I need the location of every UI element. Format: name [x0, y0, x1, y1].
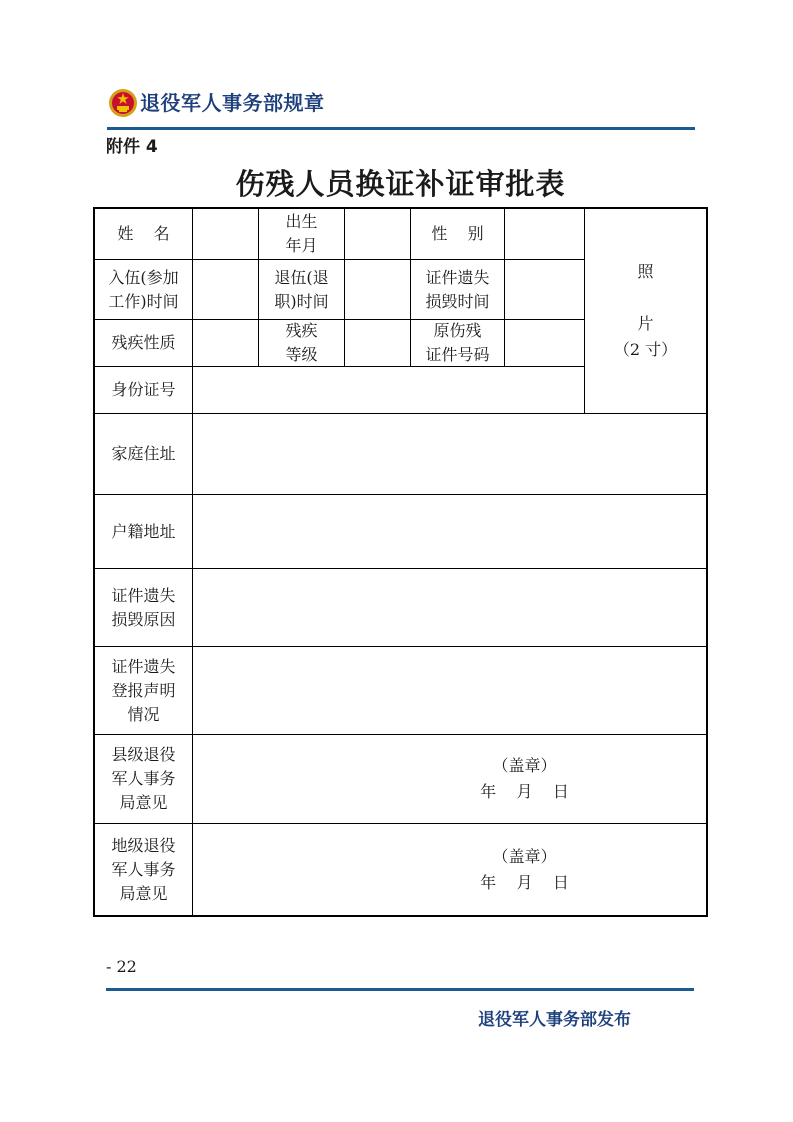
- page-number: - 22: [106, 957, 137, 976]
- retire-label: 退伍(退 职)时间: [274, 267, 329, 311]
- birth-label: 出生 年月: [285, 212, 318, 255]
- footer-rule: [106, 988, 694, 991]
- disability-level-input-cell[interactable]: [345, 320, 410, 366]
- county-opinion-label-cell: [95, 735, 192, 823]
- table-border-right: [706, 207, 708, 917]
- city-seal-date: （盖章） 年 月 日: [480, 846, 569, 892]
- loss-statement-label: 证件遗失 登报声明 情况: [111, 656, 176, 724]
- name-input-cell[interactable]: [193, 209, 258, 259]
- loss-statement-input-cell[interactable]: [193, 647, 706, 734]
- enlist-label-cell: [95, 260, 192, 319]
- disability-nature-input-cell[interactable]: [193, 320, 258, 366]
- birth-label-cell: [259, 209, 344, 259]
- disability-nature-label: 残疾性质: [111, 333, 176, 352]
- gender-label-cell: [411, 209, 504, 259]
- city-opinion-label-cell: [95, 824, 192, 915]
- photo-label: 照 片 （2 寸）: [613, 262, 678, 359]
- orig-cert-no-label-cell: [411, 320, 504, 366]
- home-address-label: 家庭住址: [111, 444, 176, 463]
- gender-input-cell[interactable]: [505, 209, 584, 259]
- approval-form-table: [93, 207, 708, 917]
- county-opinion-cell[interactable]: [193, 735, 706, 823]
- loss-reason-input-cell[interactable]: [193, 569, 706, 646]
- id-number-input-cell[interactable]: [193, 367, 584, 413]
- city-opinion-label: 地级退役 军人事务 局意见: [111, 835, 176, 903]
- loss-statement-label-cell: [95, 647, 192, 734]
- orig-cert-no-label: 原伤残 证件号码: [425, 321, 490, 364]
- orig-cert-no-input-cell[interactable]: [505, 320, 584, 366]
- loss-reason-label: 证件遗失 损毁原因: [111, 585, 176, 629]
- national-emblem-icon: [107, 87, 139, 119]
- home-address-input-cell[interactable]: [193, 414, 706, 494]
- home-address-label-cell: [95, 414, 192, 494]
- name-label-cell: [95, 209, 192, 259]
- id-number-label-cell: [95, 367, 192, 413]
- household-address-label-cell: [95, 495, 192, 568]
- cert-lost-time-label-cell: [411, 260, 504, 319]
- city-opinion-cell[interactable]: [193, 824, 706, 915]
- attachment-label: 附件 4: [106, 137, 158, 157]
- footer-publisher: 退役军人事务部发布: [478, 1010, 631, 1030]
- loss-reason-label-cell: [95, 569, 192, 646]
- id-number-label: 身份证号: [111, 380, 176, 399]
- disability-level-label-cell: [259, 320, 344, 366]
- header-rule: [107, 127, 695, 130]
- photo-box[interactable]: [585, 209, 706, 413]
- household-address-input-cell[interactable]: [193, 495, 706, 568]
- retire-label-cell: [259, 260, 344, 319]
- cert-lost-time-label: 证件遗失 损毁时间: [425, 267, 490, 311]
- county-opinion-label: 县级退役 军人事务 局意见: [111, 745, 176, 812]
- disability-level-label: 残疾 等级: [285, 321, 318, 364]
- form-title: 伤残人员换证补证审批表: [235, 167, 566, 201]
- county-seal-date: （盖章） 年 月 日: [480, 756, 569, 801]
- birth-input-cell[interactable]: [345, 209, 410, 259]
- gender-label: 性 别: [431, 224, 484, 243]
- cert-lost-time-input-cell[interactable]: [505, 260, 584, 319]
- enlist-label: 入伍(参加 工作)时间: [108, 267, 179, 311]
- disability-nature-label-cell: [95, 320, 192, 366]
- household-address-label: 户籍地址: [111, 521, 176, 541]
- header-title: 退役军人事务部规章: [140, 91, 325, 115]
- enlist-input-cell[interactable]: [193, 260, 258, 319]
- table-border-bottom: [93, 915, 708, 917]
- name-label: 姓 名: [117, 224, 170, 243]
- retire-input-cell[interactable]: [345, 260, 410, 319]
